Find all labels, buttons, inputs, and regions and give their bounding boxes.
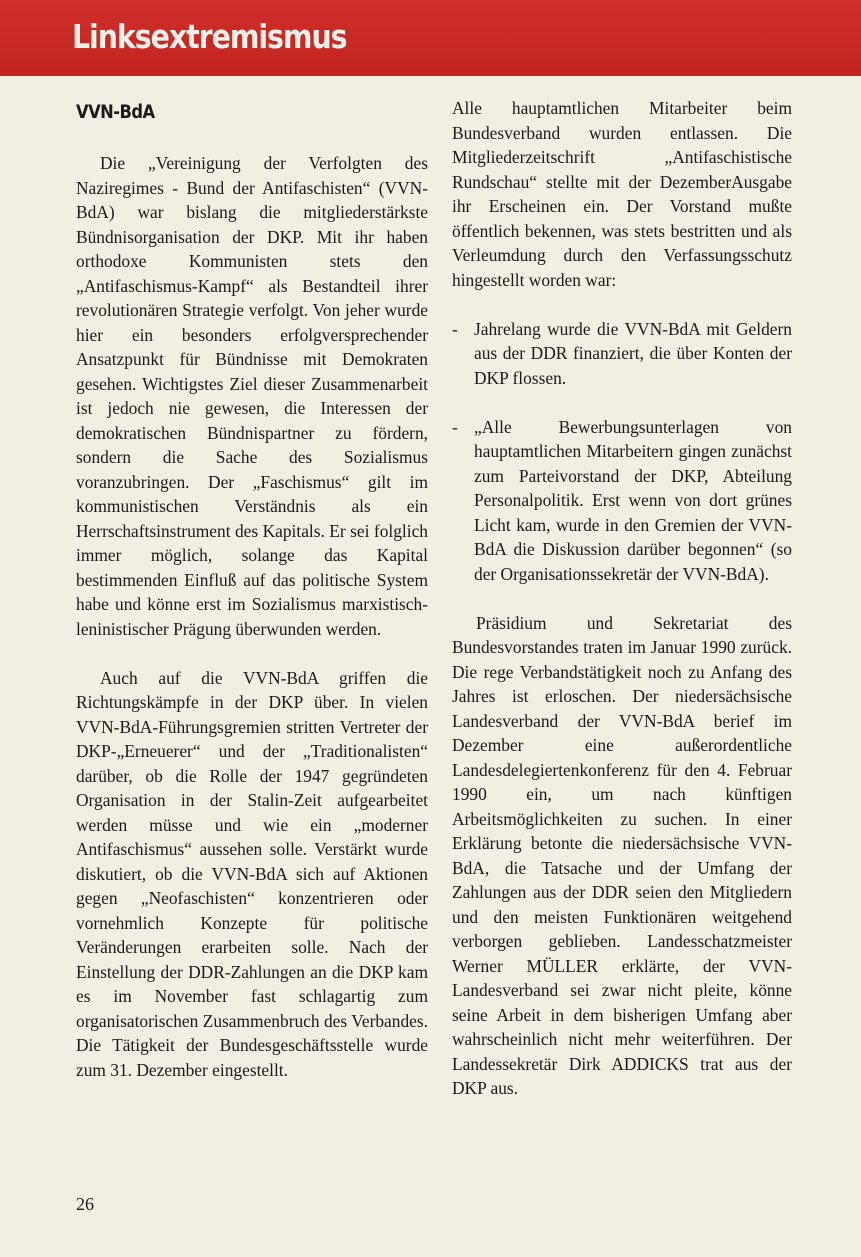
page-number: 26 [76,1194,94,1214]
right-closing-paragraph: Präsidium und Sekretariat des Bundesvorstandes traten im Januar 1990 zurück. Die rege Verbandstätigkeit noch zu Anfang des Jahres ist erloschen. Der niedersächsische Landesverband der VVN-BdA berief im Dezember eine außerordentliche Landesdelegiertenkonferenz für den 4. Februar 1990 ein, um nach künftigen Arbeitsmöglichkeiten zu suchen. In einer Erklärung betonte die niedersächsische VVN-BdA, die Tatsache und der Umfang der Zahlungen aus der DDR seien den Mitgliedern und den meisten Funktionären weitgehend verborgen geblieben. Landesschatzmeister Werner MÜLLER erklärte, der VVN-Landesverband sei zwar nicht pleite, könne seine Arbeit in dem bisherigen Umfang aber wahrscheinlich nicht mehr weiterführen. Der Landessekretär Dirk ADDICKS trat aus der DKP aus. [452,612,792,1098]
right-column [452,96,792,1101]
left-paragraph-2: Auch auf die VVN-BdA griffen die Richtungskämpfe in der DKP über. In vielen VVN-BdA-Führungsgremien stritten Vertreter der DKP-„Erneuerer“ und der „Traditionalisten“ darüber, ob die Rolle der 1947 gegründeten Organisation in der Stalin-Zeit aufgearbeitet werden müsse und wie ein „moderner Antifaschismus“ aussehen solle. Verstärkt wurde diskutiert, ob die VVN-BdA sich auf Aktionen gegen „Neofaschisten“ konzentrieren oder vornehmlich Konzepte für politische Veränderungen erarbeiten solle. Nach der Einstellung der DDR-Zahlungen an die DKP kam es im November fast schlagartig zum organisatorischen Zusammenbruch des Verbandes. Die Tätigkeit der Bundesgeschäftsstelle wurde zum 31. Dezember eingestellt. [76,667,428,1080]
bullet-text: „Alle Bewerbungsunterlagen von hauptamtlichen Mitarbeitern gingen zunächst zum Parteivorstand der DKP, Abteilung Personalpolitik. Erst wenn von dort grünes Licht kam, wurde in den Gremien der VVN-BdA die Diskussion darüber begonnen“ (so der Organisationssekretär der VVN-BdA). [474,416,792,584]
section-banner [0,0,861,76]
banner-title: Linksextremismus [72,17,347,56]
bullet-text: Jahrelang wurde die VVN-BdA mit Geldern aus der DDR finanziert, die über Konten der DKP flossen. [474,318,792,388]
bullet-dash: - [452,416,458,437]
left-column [76,96,428,1082]
section-heading: VVN-BdA [76,102,155,123]
bullet-dash: - [452,318,458,339]
bullet-item-2 [452,415,792,587]
left-paragraph-1: Die „Vereinigung der Verfolgten des Naziregimes - Bund der Antifaschisten“ (VVN-BdA) war bislang die mitgliederstärkste Bündnisorganisation der DKP. Mit ihr haben orthodoxe Kommunisten stets den „Antifaschismus-Kampf“ als Bestandteil ihrer revolutionären Strategie verfolgt. Von jeher wurde hier ein besonders erfolgversprechender Ansatzpunkt für Bündnisse mit Demokraten gesehen. Wichtigstes Ziel dieser Zusammenarbeit ist jedoch nie gewesen, die Interessen der demokratischen Bündnispartner zu fördern, sondern die Sache des Sozialismus voranzubringen. Der „Faschismus“ gilt im kommunistischen Verständnis als ein Herrschaftsinstrument des Kapitals. Er sei folglich immer möglich, solange das Kapital bestimmenden Einfluß auf das politische System habe und könne erst im Sozialismus marxistisch-leninistischer Prägung überwunden werden. [76,153,428,639]
right-intro-paragraph: Alle hauptamtlichen Mitarbeiter beim Bundesverband wurden entlassen. Die Mitgliederzeitschrift „Antifaschistische Rundschau“ stellte mit der DezemberAusgabe ihr Erscheinen ein. Der Vorstand mußte öffentlich bekennen, was stets bestritten und als Verleumdung durch den Verfassungsschutz hingestellt worden war: [452,98,792,290]
bullet-item-1 [452,317,792,391]
